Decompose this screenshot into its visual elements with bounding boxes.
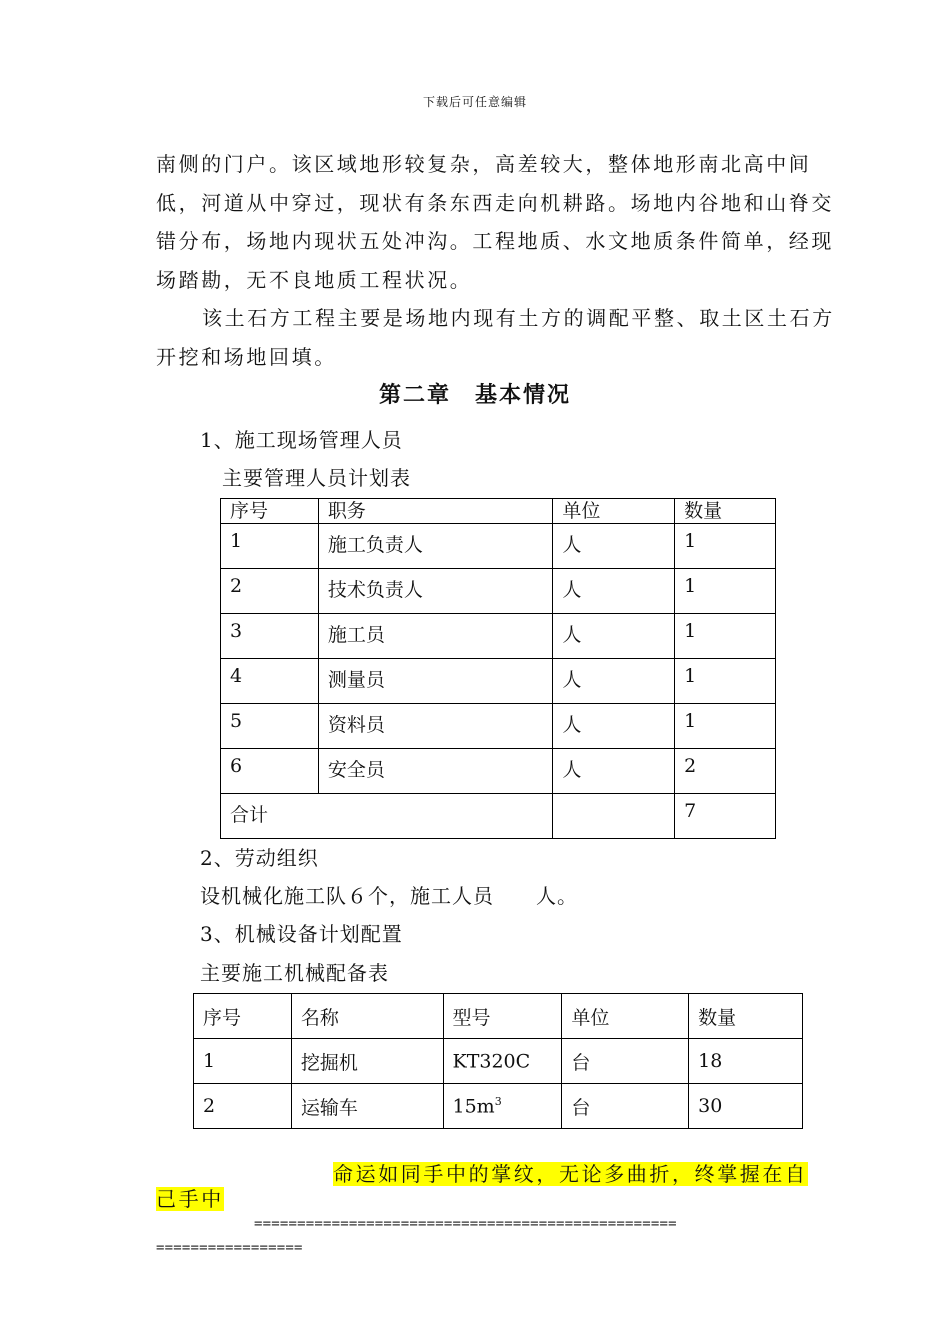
table-cell: 台: [562, 1084, 689, 1129]
table-cell: 测量员: [318, 659, 553, 704]
table-cell: 人: [553, 659, 675, 704]
table-cell: 1: [194, 1039, 292, 1084]
section3-heading: 3、机械设备计划配置: [200, 922, 403, 946]
total-label: 合计: [221, 794, 553, 839]
motto-line-2: [156, 1184, 224, 1214]
chapter-title: 第二章 基本情况: [378, 383, 571, 408]
table-cell: 1: [221, 524, 319, 569]
table-cell: 2: [194, 1084, 292, 1129]
column-header: 单位: [562, 994, 689, 1039]
total-value: 7: [675, 794, 776, 839]
scope-paragraph: 该土石方工程主要是场地内现有土方的调配平整、取土区土石方开挖和场地回填。: [156, 306, 835, 369]
table-cell: [443, 1084, 562, 1129]
column-header: 单位: [553, 499, 675, 524]
separator-line-2: =================: [156, 1240, 303, 1256]
table-cell: 4: [221, 659, 319, 704]
table-cell: 人: [553, 569, 675, 614]
table-cell: 施工员: [318, 614, 553, 659]
table-cell: 2: [221, 569, 319, 614]
equipment-table-header: [194, 994, 803, 1039]
table-cell: 安全员: [318, 749, 553, 794]
table-cell: 2: [675, 749, 776, 794]
column-header: 数量: [675, 499, 776, 524]
table-row: [194, 1084, 803, 1129]
table-total-row: [221, 794, 776, 839]
table-cell: 技术负责人: [318, 569, 553, 614]
table-row: [221, 569, 776, 614]
table-cell: [443, 1039, 562, 1084]
motto-highlight: 己手中: [156, 1187, 224, 1211]
table-cell: 1: [675, 524, 776, 569]
table-cell: 资料员: [318, 704, 553, 749]
table-cell: 人: [553, 614, 675, 659]
table-cell: [553, 794, 675, 839]
column-header: 序号: [194, 994, 292, 1039]
table-row: [194, 1039, 803, 1084]
table-cell: 人: [553, 749, 675, 794]
column-header: 职务: [318, 499, 553, 524]
table-cell: 施工负责人: [318, 524, 553, 569]
table-row: [221, 614, 776, 659]
table-row: [221, 659, 776, 704]
section2-heading: 2、劳动组织: [200, 846, 319, 870]
separator-line-1: =================================================: [254, 1216, 677, 1232]
page-header: 下载后可任意编辑: [422, 95, 527, 109]
staff-table: [220, 498, 776, 839]
table-cell: 5: [221, 704, 319, 749]
column-header: 名称: [291, 994, 443, 1039]
staff-table-title: 主要管理人员计划表: [222, 466, 411, 490]
table-cell: 人: [553, 524, 675, 569]
model-superscript: 3: [494, 1094, 502, 1108]
table-row: [221, 704, 776, 749]
table-cell: 挖掘机: [291, 1039, 443, 1084]
model-value: 15m: [452, 1095, 495, 1118]
motto-line-1: [333, 1159, 808, 1189]
table-cell: 台: [562, 1039, 689, 1084]
table-cell: 18: [689, 1039, 803, 1084]
column-header: 型号: [443, 994, 562, 1039]
model-value: KT320C: [452, 1050, 531, 1073]
equipment-table: [193, 993, 803, 1129]
column-header: 序号: [221, 499, 319, 524]
table-cell: 1: [675, 569, 776, 614]
table-cell: 人: [553, 704, 675, 749]
table-cell: 6: [221, 749, 319, 794]
staff-table-header: [221, 499, 776, 524]
table-cell: 1: [675, 659, 776, 704]
table-cell: 3: [221, 614, 319, 659]
table-cell: 运输车: [291, 1084, 443, 1129]
section1-heading: 1、施工现场管理人员: [200, 428, 403, 452]
column-header: 数量: [689, 994, 803, 1039]
table-cell: 1: [675, 614, 776, 659]
labor-text: 设机械化施工队６个，施工人员 人。: [200, 884, 578, 908]
table-row: [221, 749, 776, 794]
motto-highlight: 命运如同手中的掌纹，无论多曲折，终掌握在自: [333, 1162, 808, 1186]
table-row: [221, 524, 776, 569]
equipment-table-title: 主要施工机械配备表: [200, 961, 389, 985]
table-cell: 1: [675, 704, 776, 749]
table-cell: 30: [689, 1084, 803, 1129]
intro-paragraph: 南侧的门户。该区域地形较复杂，高差较大，整体地形南北高中间低，河道从中穿过，现状有条东西走向机耕路。场地内谷地和山脊交错分布，场地内现状五处冲沟。工程地质、水文地质条件简单，经现场踏勘，无不良地质工程状况。: [156, 152, 834, 292]
